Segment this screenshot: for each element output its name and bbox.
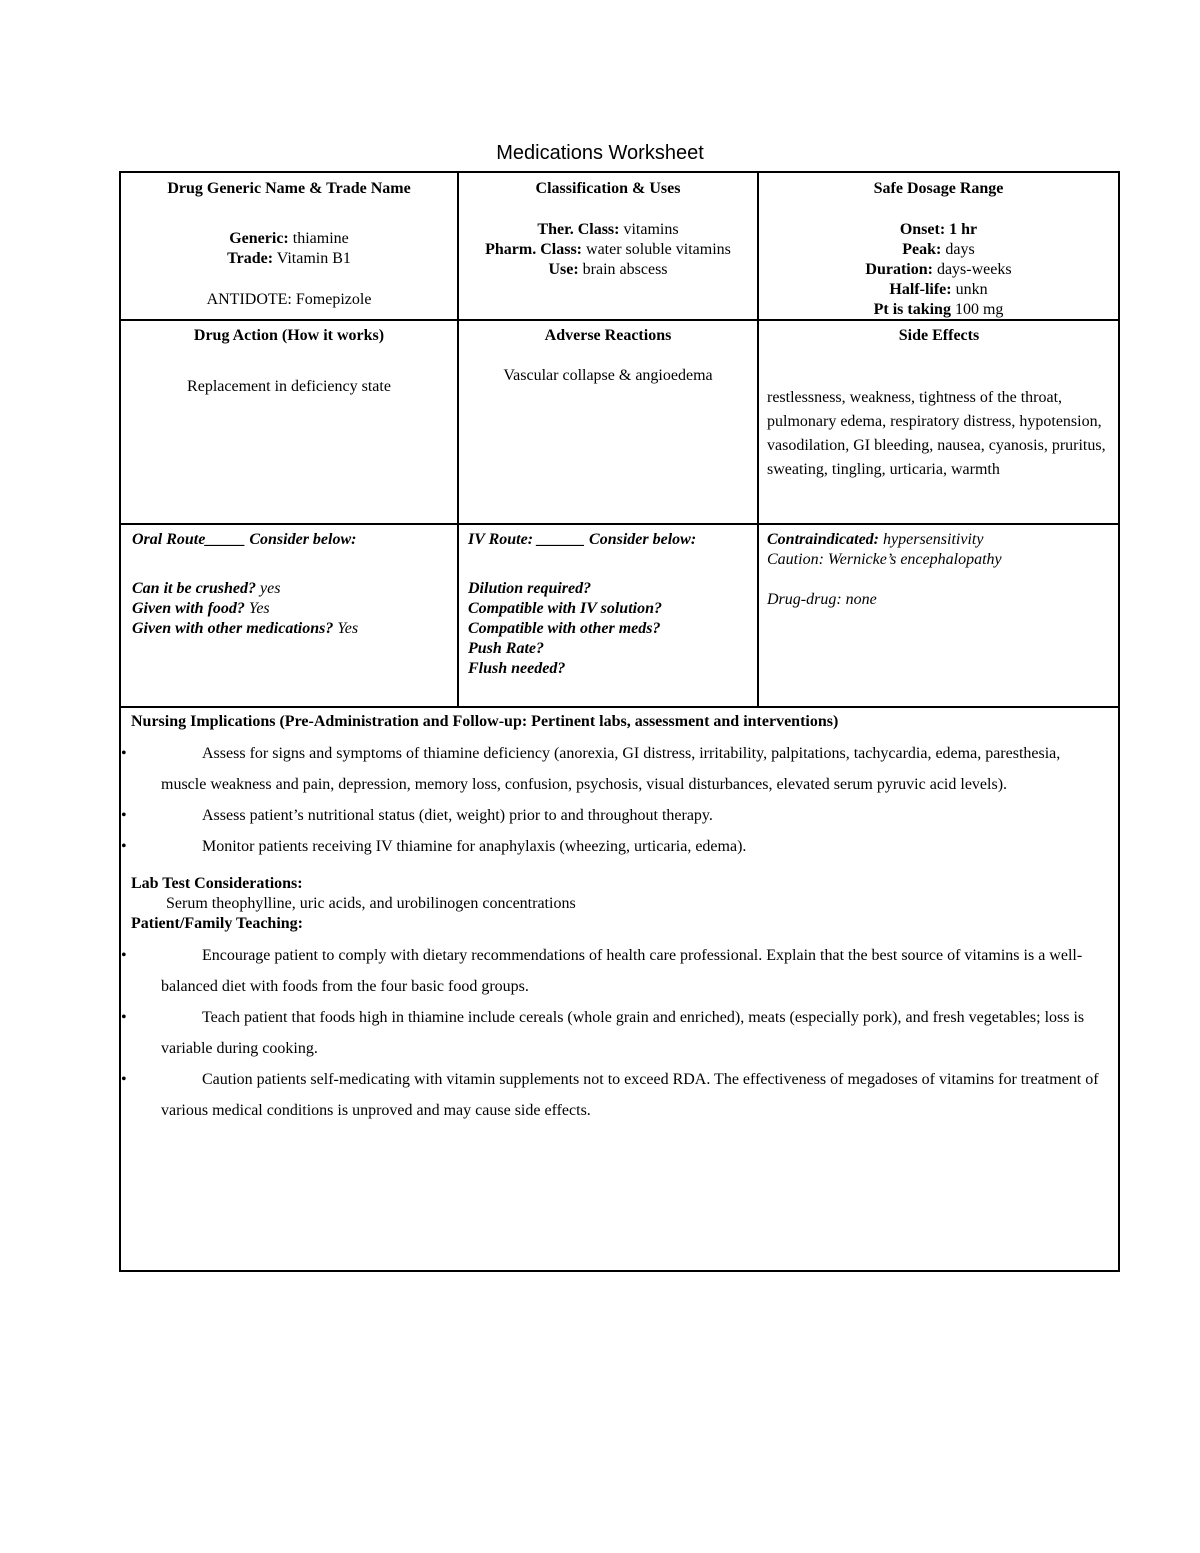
oral-route-cell	[132, 530, 452, 639]
side-effects-cell	[767, 326, 1111, 482]
lab-test-text: Serum theophylline, uric acids, and urobilinogen concentrations	[166, 895, 576, 912]
compatible-iv: Compatible with IV solution?	[468, 600, 662, 617]
flush-needed: Flush needed?	[468, 660, 566, 677]
with-food: Given with food? Yes	[132, 600, 270, 617]
drug-name-cell	[121, 179, 457, 310]
trade-name: Trade: Vitamin B1	[227, 250, 351, 267]
patient-teaching-header: Patient/Family Teaching:	[131, 915, 303, 932]
with-other-meds: Given with other medications? Yes	[132, 620, 359, 637]
drug-drug: Drug-drug: none	[767, 591, 877, 608]
drug-action-header: Drug Action (How it works)	[193, 327, 385, 344]
nursing-implications-header: Nursing Implications (Pre-Administration and Follow-up: Pertinent labs, assessment and interventions)	[131, 713, 839, 730]
bullet-icon: •	[121, 838, 127, 855]
iv-route-cell	[468, 530, 753, 679]
nursing-bullet: • Monitor patients receiving IV thiamine for anaphylaxis (wheezing, urticaria, edema).	[131, 831, 1108, 862]
side-effects-text: restlessness, weakness, tightness of the throat, pulmonary edema, respiratory distress, hypotension, vasodilation, GI bleeding, nausea, cyanosis, pruritus, sweating, tingling, urticaria, warmth	[767, 389, 1106, 478]
page-title: Medications Worksheet	[496, 142, 704, 164]
teaching-bullet: • Caution patients self-medicating with vitamin supplements not to exceed RDA. The effectiveness of megadoses of vitamins for treatment of various medical conditions is unproved and may cause side effects.	[131, 1064, 1108, 1126]
pt-taking: Pt is taking 100 mg	[873, 301, 1004, 318]
nursing-implications-section	[121, 712, 1108, 1126]
bullet-icon: •	[121, 807, 127, 824]
side-effects-header: Side Effects	[898, 327, 980, 344]
can-crush: Can it be crushed? yes	[132, 580, 281, 597]
pharm-class: Pharm. Class: water soluble vitamins	[485, 241, 731, 258]
drug-action-cell	[121, 326, 457, 397]
worksheet-table	[119, 171, 1120, 1272]
nursing-bullet: • Assess patient’s nutritional status (diet, weight) prior to and throughout therapy.	[131, 800, 1108, 831]
dosage-header: Safe Dosage Range	[873, 180, 1004, 197]
classification-cell	[459, 179, 757, 280]
onset: Onset: 1 hr	[899, 221, 978, 238]
half-life: Half-life: unkn	[889, 281, 988, 298]
antidote: ANTIDOTE: Fomepizole	[206, 291, 372, 308]
bullet-icon: •	[121, 947, 127, 964]
generic-name: Generic: thiamine	[229, 230, 349, 247]
adverse-reactions-header: Adverse Reactions	[544, 327, 672, 344]
compatible-meds: Compatible with other meds?	[468, 620, 661, 637]
contraindicated: Contraindicated: hypersensitivity	[767, 531, 984, 548]
drug-action-text: Replacement in deficiency state	[187, 378, 391, 395]
nursing-bullet: • Assess for signs and symptoms of thiamine deficiency (anorexia, GI distress, irritability, palpitations, tachycardia, edema, paresthesia, muscle weakness and pain, depression, memory loss, confusion, psychosis, visual disturbances, elevated serum pyruvic acid levels).	[131, 738, 1108, 800]
ther-class: Ther. Class: vitamins	[537, 221, 679, 238]
row-divider-3	[121, 706, 1118, 708]
adverse-reactions-cell	[459, 326, 757, 386]
drug-name-header: Drug Generic Name & Trade Name	[167, 180, 411, 197]
teaching-bullet: • Encourage patient to comply with dietary recommendations of health care professional. Explain that the best source of vitamins is a well-balanced diet with foods from the four basic food groups.	[131, 940, 1108, 1002]
peak: Peak: days	[902, 241, 975, 258]
push-rate: Push Rate?	[468, 640, 545, 657]
bullet-icon: •	[121, 1009, 127, 1026]
adverse-reactions-text: Vascular collapse & angioedema	[503, 367, 713, 384]
bullet-icon: •	[121, 1071, 127, 1088]
oral-route-header: Oral Route_____ Consider below:	[132, 531, 357, 548]
row-divider-2	[121, 523, 1118, 525]
lab-test-header: Lab Test Considerations:	[131, 875, 303, 892]
caution: Caution: Wernicke’s encephalopathy	[767, 551, 1002, 568]
classification-header: Classification & Uses	[535, 180, 681, 197]
bullet-icon: •	[121, 745, 127, 762]
use: Use: brain abscess	[548, 261, 668, 278]
iv-route-header: IV Route: ______ Consider below:	[468, 531, 697, 548]
dilution-required: Dilution required?	[468, 580, 592, 597]
contraindications-cell	[767, 530, 1111, 610]
dosage-cell	[759, 179, 1118, 320]
duration: Duration: days-weeks	[865, 261, 1012, 278]
teaching-bullet: • Teach patient that foods high in thiamine include cereals (whole grain and enriched), meats (especially pork), and fresh vegetables; loss is variable during cooking.	[131, 1002, 1108, 1064]
